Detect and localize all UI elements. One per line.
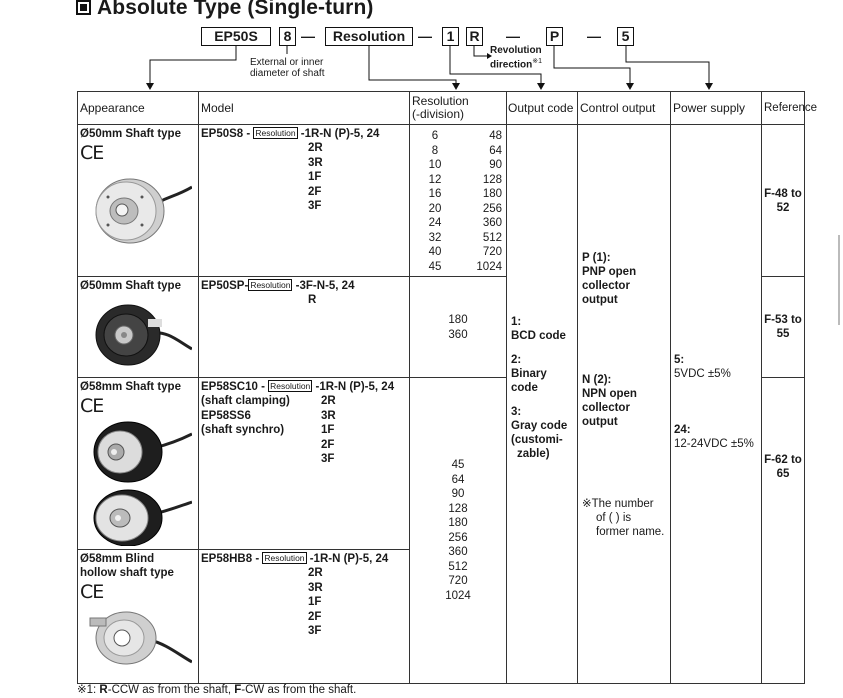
- resolution-cell-shared: [410, 378, 507, 684]
- header-model: Model: [199, 92, 410, 125]
- connector-power: [626, 46, 709, 84]
- model-suffix: -1R-N (P)-5, 24: [297, 128, 380, 140]
- ce-mark-icon: CE: [80, 395, 104, 417]
- resolution-value: 128: [448, 502, 468, 515]
- resolution-value: 180: [482, 188, 502, 200]
- code-dash-4: —: [587, 28, 601, 44]
- resolution-value: 10: [428, 159, 442, 171]
- resolution-value: 32: [428, 231, 442, 244]
- code-dash-3: —: [506, 28, 520, 44]
- ce-mark-icon: CE: [80, 142, 104, 164]
- control-p-line-1: PNP open: [582, 266, 637, 278]
- resolution-value: 12: [428, 173, 442, 186]
- model-prefix: EP50SP-: [201, 280, 249, 292]
- resolution-value: 1024: [445, 589, 471, 602]
- shaft-note-line-2: diameter of shaft: [250, 68, 325, 79]
- arrow-control: [626, 83, 634, 90]
- control-n-line-1: NPN open: [582, 388, 637, 400]
- resolution-value: 90: [451, 488, 465, 500]
- header-output-code: Output code: [507, 92, 578, 125]
- arrow-power: [705, 83, 713, 90]
- model-prefix: EP58SC10 -: [201, 381, 269, 393]
- resolution-list: [412, 127, 504, 274]
- resolution-value: 24: [428, 217, 442, 229]
- output-code-3-num: 3:: [511, 406, 522, 418]
- spec-table: [77, 91, 818, 684]
- resolution-value: 360: [448, 328, 468, 341]
- control-note-line-2: of ( ) is: [596, 512, 632, 524]
- arrow-appearance: [146, 83, 154, 90]
- model-suffix: -3F-N-5, 24: [292, 280, 355, 292]
- variant: 3R: [308, 156, 323, 169]
- connector-direction: [474, 46, 488, 56]
- footnote-f-text: -CW as from the shaft.: [241, 684, 357, 696]
- footnote: [77, 682, 356, 696]
- direction-note-line-1: Revolution: [490, 45, 542, 56]
- output-code-3-text-1: Gray code: [511, 420, 568, 432]
- ep50sp-encoder-image: [80, 297, 192, 373]
- resolution-value: 256: [482, 202, 502, 215]
- model-variants: [201, 394, 407, 467]
- model-cell: [199, 125, 410, 277]
- resolution-col-2: [458, 129, 504, 274]
- model-line: [201, 380, 407, 394]
- shaft-note-line-1: External or inner: [250, 57, 324, 68]
- resolution-box: Resolution: [264, 553, 305, 563]
- arrow-resolution: [452, 83, 460, 90]
- appearance-cell: [78, 550, 199, 684]
- variant: 2R: [321, 395, 336, 407]
- model-left-line: EP58SS6: [201, 409, 251, 422]
- header-power-supply: Power supply: [671, 92, 762, 125]
- model-suffix: -1R-N (P)-5, 24: [306, 553, 389, 565]
- header-resolution: [410, 92, 507, 125]
- variant: 2R: [308, 142, 323, 154]
- output-code-3-text-3: zable): [517, 448, 550, 460]
- control-note-line-1: ※The number: [582, 498, 654, 510]
- resolution-value: 64: [489, 144, 502, 157]
- resolution-value: 720: [448, 575, 468, 587]
- appearance-label: Ø50mm Shaft type: [80, 280, 181, 292]
- model-left-line: (shaft synchro): [201, 424, 285, 436]
- variant: 2F: [308, 185, 322, 198]
- resolution-value: 360: [482, 217, 502, 229]
- connector-model: [150, 46, 236, 84]
- output-code-2-text-1: Binary: [511, 368, 547, 380]
- variant: 3F: [321, 453, 335, 465]
- output-code-3-text-2: (customi-: [511, 434, 563, 446]
- resolution-value: 128: [482, 173, 502, 186]
- resolution-value: 40: [428, 246, 442, 258]
- variant: 1F: [308, 596, 322, 608]
- code-model: EP50S: [201, 27, 271, 46]
- model-left-line: (shaft clamping): [201, 395, 290, 407]
- variant: 1F: [321, 424, 335, 436]
- header-appearance: Appearance: [78, 92, 199, 125]
- footnote-r-text: -CCW as from the shaft,: [107, 684, 235, 696]
- variant: R: [308, 294, 317, 306]
- model-left-lines: [201, 394, 321, 467]
- control-p-line-2: collector: [582, 280, 630, 292]
- appearance-cell: [78, 125, 199, 277]
- appearance-cell: [78, 378, 199, 550]
- control-n-label: N (2):: [582, 374, 612, 386]
- appearance-label-line-1: Ø58mm Blind: [80, 553, 155, 565]
- model-cell: [199, 378, 410, 550]
- code-shaft: 8: [279, 27, 296, 46]
- page-edge-divider: [838, 235, 840, 325]
- variant: 3F: [308, 625, 322, 637]
- model-right-variants: [321, 394, 407, 467]
- code-connector-lines: [0, 0, 843, 100]
- resolution-cell: [410, 125, 507, 277]
- control-p-line-3: output: [582, 294, 618, 306]
- variant: 1F: [308, 171, 322, 183]
- power-5-text: 5VDC ±5%: [674, 368, 731, 380]
- ep50s-encoder-image: [80, 167, 192, 247]
- resolution-value: 180: [448, 517, 468, 529]
- appearance-cell: [78, 277, 199, 378]
- code-dash-1: —: [301, 28, 315, 44]
- model-prefix: EP50S8 -: [201, 128, 254, 140]
- code-resolution: Resolution: [325, 27, 413, 46]
- control-n-line-2: collector: [582, 402, 630, 414]
- code-output: 1: [442, 27, 459, 46]
- reference-cell: F-62 to 65: [762, 378, 805, 684]
- variant: 3R: [321, 409, 336, 422]
- model-line: [201, 279, 407, 293]
- resolution-box: Resolution: [270, 381, 311, 391]
- resolution-value: 20: [428, 202, 442, 215]
- page-title-text: Absolute Type (Single-turn): [97, 0, 374, 19]
- header-resolution-line-2: (-division): [412, 107, 465, 121]
- header-resolution-line-1: Resolution: [412, 94, 469, 108]
- arrow-output: [537, 83, 545, 90]
- connector-output: [450, 46, 541, 84]
- appearance-label: Ø50mm Shaft type: [80, 128, 181, 140]
- variant: 2R: [308, 567, 323, 579]
- resolution-value: 45: [428, 260, 442, 273]
- footnote-f: F: [234, 684, 242, 696]
- variant: 2F: [321, 438, 335, 451]
- header-reference: Reference: [762, 92, 805, 125]
- output-code-1-text: BCD code: [511, 330, 566, 342]
- resolution-value: 512: [448, 560, 468, 573]
- output-code-cell: [507, 125, 578, 684]
- footnote-mark: ※1:: [77, 684, 100, 696]
- variant: 3R: [308, 581, 323, 594]
- arrow-direction: [487, 53, 492, 59]
- header-control-output: Control output: [578, 92, 671, 125]
- resolution-value: 64: [451, 473, 465, 486]
- resolution-value: 512: [482, 231, 502, 244]
- table-row: [78, 125, 805, 277]
- direction-note-line-2: direction: [490, 59, 533, 71]
- resolution-cell: [410, 277, 507, 378]
- code-dash-2: —: [418, 28, 432, 44]
- model-line: [201, 127, 407, 141]
- reference-cell: F-53 to 55: [762, 277, 805, 378]
- resolution-value: 256: [448, 531, 468, 544]
- power-5-label: 5:: [674, 354, 685, 366]
- resolution-box: Resolution: [250, 280, 291, 290]
- appearance-label: Ø58mm Shaft type: [80, 381, 181, 393]
- output-code-2-num: 2:: [511, 354, 522, 366]
- resolution-value: 360: [448, 546, 468, 558]
- connector-resolution: [369, 46, 456, 84]
- power-24-text: 12-24VDC ±5%: [674, 438, 754, 450]
- model-line: [201, 552, 407, 566]
- footnote-r: R: [99, 684, 108, 696]
- code-control: P: [546, 27, 563, 46]
- ce-mark-icon: CE: [80, 581, 104, 603]
- ep58hb-encoder-image: [80, 606, 192, 666]
- power-supply-cell: [671, 125, 762, 684]
- output-code-1-num: 1:: [511, 316, 522, 328]
- appearance-label-line-2: hollow shaft type: [80, 567, 174, 579]
- output-code-2-text-2: code: [511, 382, 538, 394]
- resolution-value: 720: [482, 246, 502, 258]
- model-cell: [199, 550, 410, 684]
- model-suffix: -1R-N (P)-5, 24: [312, 381, 395, 393]
- control-note-line-3: former name.: [596, 526, 665, 538]
- resolution-value: 48: [489, 130, 502, 142]
- resolution-value: 90: [489, 159, 502, 171]
- model-prefix: EP58HB8 -: [201, 553, 263, 565]
- power-24-label: 24:: [674, 424, 691, 436]
- resolution-box: Resolution: [255, 128, 296, 138]
- control-p-label: P (1):: [582, 252, 611, 264]
- model-cell: [199, 277, 410, 378]
- direction-note-mark: ※1: [532, 58, 542, 65]
- reference-cell: F-48 to 52: [762, 125, 805, 277]
- ep58s-encoder-images: [80, 420, 192, 546]
- control-n-line-3: output: [582, 416, 618, 428]
- resolution-value: 16: [428, 188, 442, 200]
- resolution-value: 45: [451, 459, 465, 471]
- resolution-value: 8: [431, 144, 439, 157]
- code-power: 5: [617, 27, 634, 46]
- resolution-value: 1024: [476, 260, 502, 273]
- connector-control: [554, 46, 630, 84]
- variant: 2F: [308, 610, 322, 623]
- resolution-col-1: [412, 129, 458, 274]
- control-output-cell: [578, 125, 671, 684]
- resolution-value: 6: [431, 130, 439, 142]
- resolution-value: 180: [448, 314, 468, 326]
- variant: 3F: [308, 200, 322, 212]
- code-direction: R: [466, 27, 483, 46]
